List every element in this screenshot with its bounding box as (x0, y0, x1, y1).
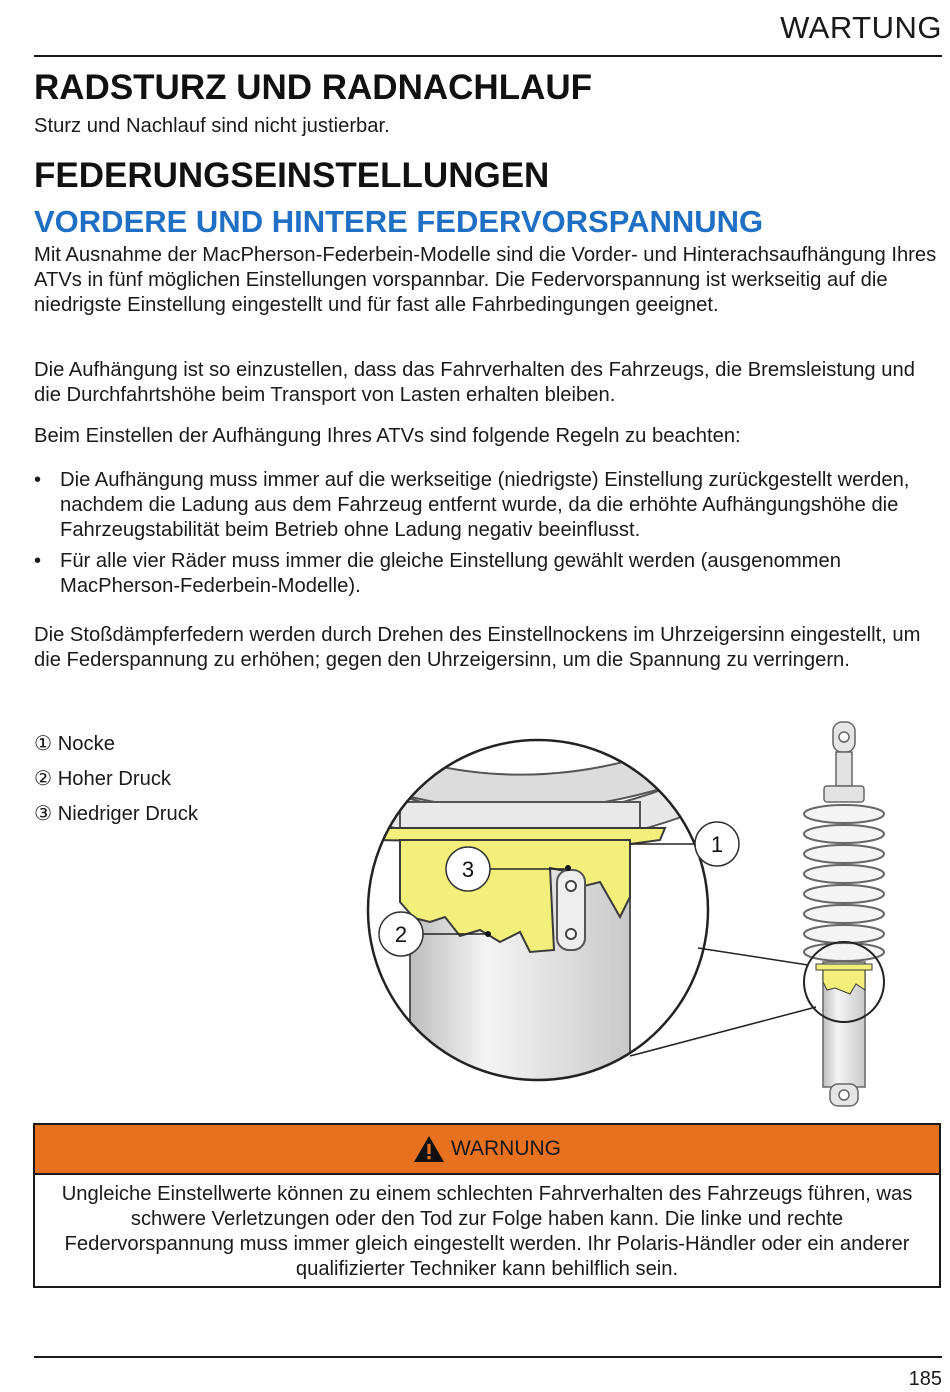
warning-label: WARNUNG (450, 1137, 562, 1160)
preload-paragraph-1: Mit Ausnahme der MacPherson-Federbein-Modelle sind die Vorder- und Hinterachsaufhängung Ihres ATVs in fünf möglichen Einstellungen vorspannbar. Die Federvorspannung ist werkseitig auf die niedrigste Einstellung eingestellt und für fast alle Fahrbedingungen geeignet. (34, 244, 937, 316)
rule-text: Die Aufhängung muss immer auf die werkseitige (niedrigste) Einstellung zurückgestellt werden, nachdem die Ladung aus dem Fahrzeug entfernt wurde, da die erhöhte Aufhängungshöhe die Fahrzeugstabilität beim Betrieb ohne Ladung negativ beeinflusst. (60, 469, 910, 541)
shock-absorber-illustration (330, 712, 945, 1112)
adjustment-paragraph: Die Stoßdämpferfedern werden durch Drehen des Einstellnockens im Uhrzeigersinn eingestellt, um die Federspannung zu erhöhen; gegen den Uhrzeigersinn, um die Spannung zu verringern. (34, 624, 921, 671)
warning-header (35, 1125, 939, 1175)
preload-paragraph-3: Beim Einstellen der Aufhängung Ihres ATVs sind folgende Regeln zu beachten: (34, 425, 741, 447)
rules-list (34, 468, 944, 605)
shock-absorber-figure (330, 712, 945, 1112)
full-shock-absorber (804, 722, 884, 1106)
camber-heading: RADSTURZ UND RADNACHLAUF (34, 68, 593, 107)
warning-box (33, 1123, 941, 1288)
legend-item-low-pressure: ③ Niedriger Druck (34, 803, 198, 825)
rule-text: Für alle vier Räder muss immer die gleiche Einstellung gewählt werden (ausgenommen MacPherson-Federbein-Modelle). (60, 550, 841, 597)
callout-3 (446, 847, 490, 891)
camber-text: Sturz und Nachlauf sind nicht justierbar. (34, 115, 390, 137)
suspension-heading: FEDERUNGSEINSTELLUNGEN (34, 156, 550, 195)
svg-text:1: 1 (710, 832, 724, 857)
list-item (34, 549, 944, 599)
bullet-dot: • (34, 469, 42, 491)
callout-1 (695, 822, 739, 866)
list-item (34, 468, 944, 543)
callout-2 (379, 912, 423, 956)
legend-item-high-pressure: ② Hoher Druck (34, 768, 172, 790)
section-header: WARTUNG (780, 10, 942, 45)
preload-paragraph-2: Die Aufhängung ist so einzustellen, dass das Fahrverhalten des Fahrzeugs, die Bremsleistung und die Durchfahrtshöhe beim Transport von Lasten erhalten bleiben. (34, 359, 915, 406)
footer-divider (34, 1356, 942, 1358)
warning-triangle-icon (413, 1135, 445, 1163)
header-divider (34, 55, 942, 57)
legend-item-cam: ① Nocke (34, 733, 115, 755)
svg-text:3: 3 (461, 857, 475, 882)
svg-text:2: 2 (394, 922, 408, 947)
bullet-dot: • (34, 550, 42, 572)
figure-legend (34, 730, 198, 835)
warning-text: Ungleiche Einstellwerte können zu einem schlechten Fahrverhalten des Fahrzeugs führen, was schwere Verletzungen oder den Tod zur Folge haben kann. Die linke und rechte Federvorspannung muss immer gleich eingestellt werden. Ihr Polaris-Händler oder ein anderer qualifizierter Techniker kann behilflich sein. (61, 1183, 913, 1280)
page-number: 185 (908, 1368, 942, 1390)
preload-subheading: VORDERE UND HINTERE FEDERVORSPANNUNG (34, 204, 764, 239)
